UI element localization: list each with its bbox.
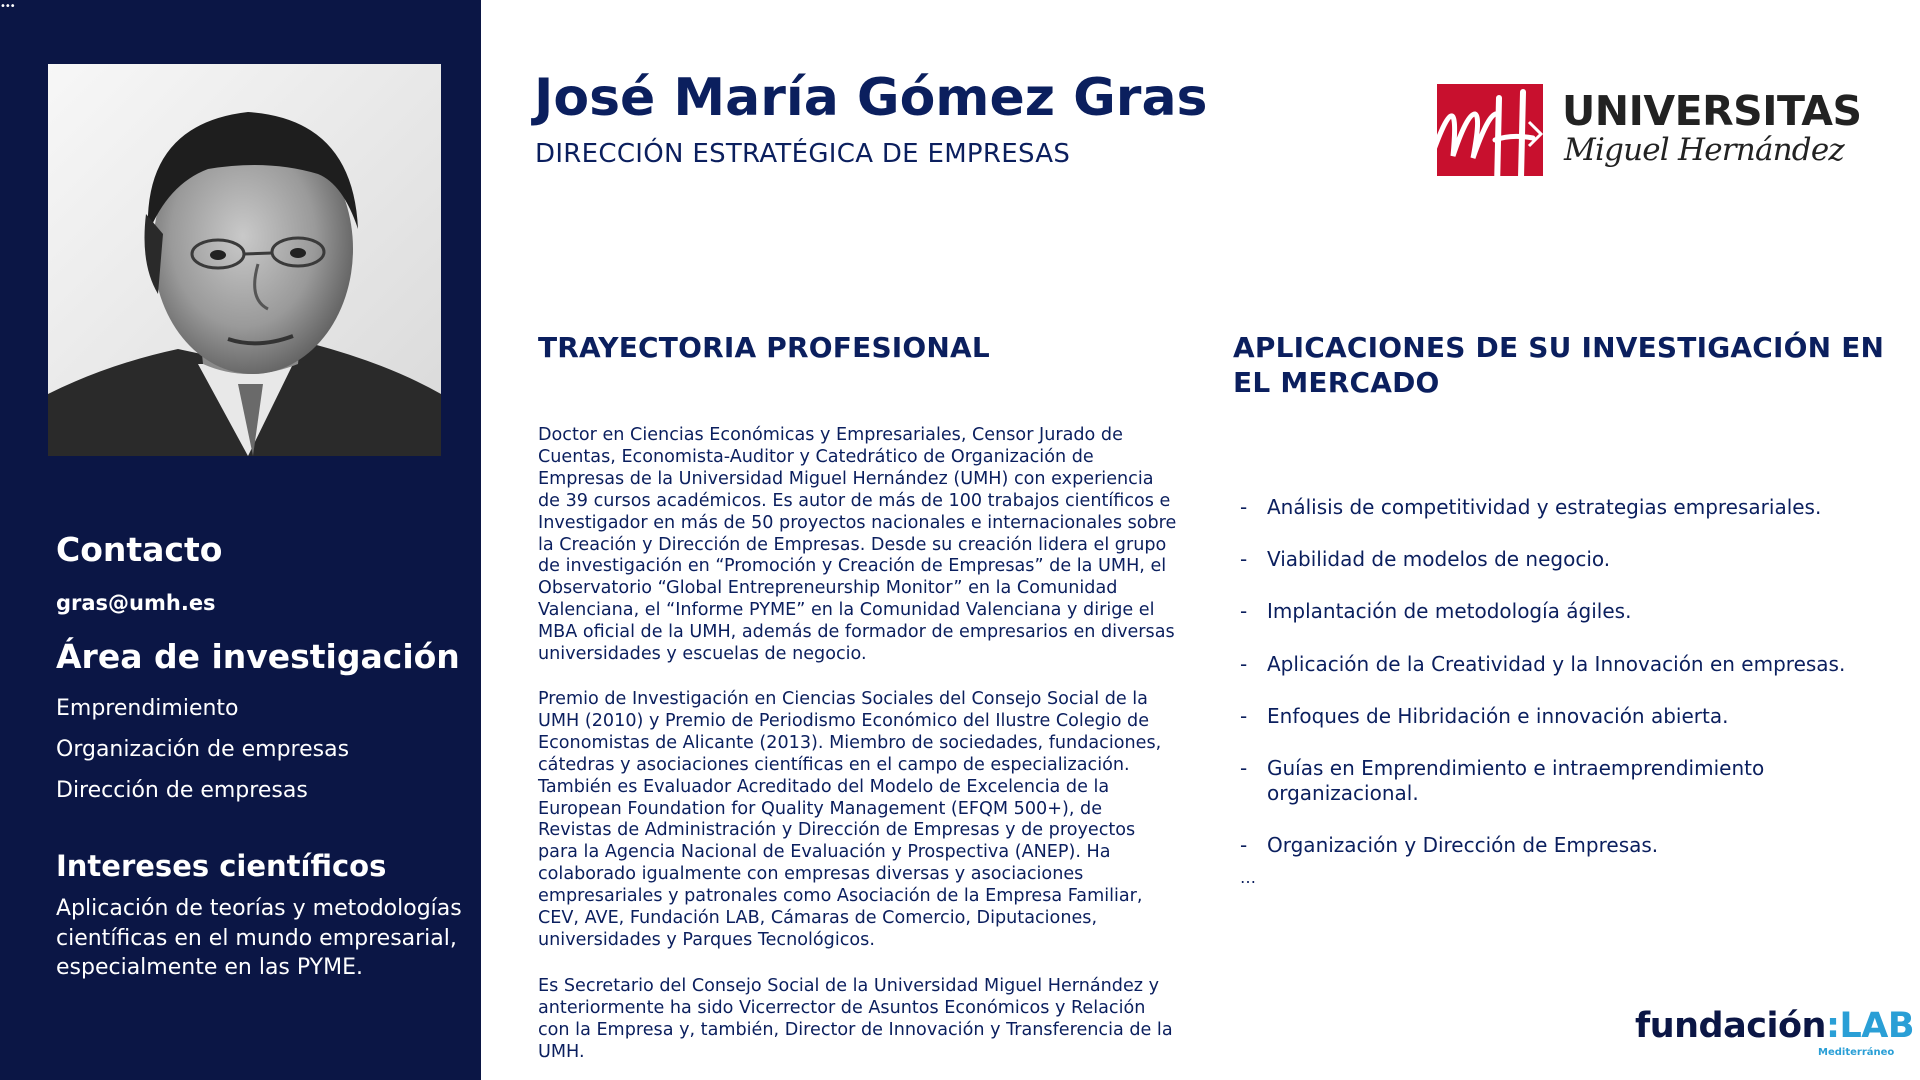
list-dash: - — [1240, 756, 1248, 780]
list-dash: - — [1240, 833, 1248, 857]
list-item-text: Análisis de competitividad y estrategias empresariales. — [1267, 495, 1822, 519]
window-decor: ••• — [0, 1, 15, 12]
list-item-text: Guías en Emprendimiento e intraemprendimiento organizacional. — [1267, 756, 1765, 805]
contact-title: Contacto — [56, 530, 223, 569]
career-section-title: TRAYECTORIA PROFESIONAL — [538, 331, 990, 364]
list-dash: - — [1240, 704, 1248, 728]
sidebar — [0, 0, 481, 1080]
profile-photo — [48, 64, 441, 456]
portrait-image — [48, 64, 441, 456]
interests-title: Intereses científicos — [56, 849, 387, 883]
mh-monogram-icon — [1437, 78, 1543, 186]
contact-email[interactable]: gras@umh.es — [56, 591, 216, 615]
person-name: José María Gómez Gras — [534, 68, 1208, 128]
research-item: Dirección de empresas — [56, 778, 308, 803]
fundacion-logo-word: fundación:LAB — [1635, 1006, 1915, 1046]
career-paragraph: Es Secretario del Consejo Social de la Universidad Miguel Hernández y anteriormente ha sido Vicerrector de Asuntos Económicos y Relación con la Empresa y, también, Director de Innovación y Transferencia de la UMH. — [538, 976, 1173, 1062]
umh-logo-mark — [1437, 84, 1543, 176]
list-dash: - — [1240, 652, 1248, 676]
list-item-text: Enfoques de Hibridación e innovación abierta. — [1267, 704, 1729, 728]
research-area-title: Área de investigación — [56, 637, 460, 676]
career-paragraph: Premio de Investigación en Ciencias Sociales del Consejo Social de la UMH (2010) y Premio de Periodismo Económico del Ilustre Colegio de Economistas de Alicante (2013). Miembro de sociedades, fundaciones, cátedras y asociaciones científicas en el campo de especialización. También es Evaluador Acreditado del Modelo de Excelencia de la European Foundation for Quality Management (EFQM 500+), de Revistas de Administración y Dirección de Empresas y de proyectos para la Agencia Nacional de Evaluación y Prospectiva (ANEP). Ha colaborado igualmente con empresas diversas y asociaciones empresariales y patronales como Asociación de la Empresa Familiar, CEV, AVE, Fundación LAB, Cámaras de Comercio, Diputaciones, universidades y Parques Tecnológicos. — [538, 689, 1162, 950]
list-item-text: Aplicación de la Creatividad y la Innovación en empresas. — [1267, 652, 1846, 676]
research-item: Emprendimiento — [56, 696, 239, 721]
list-item-text: Organización y Dirección de Empresas. — [1267, 833, 1659, 857]
lab-logo-word: LAB — [1839, 1006, 1915, 1046]
university-logo-subtitle: Miguel Hernández — [1564, 132, 1844, 168]
applications-section-title: APLICACIONES DE SU INVESTIGACIÓN EN EL MERCADO — [1233, 331, 1885, 399]
list-item-text: Viabilidad de modelos de negocio. — [1267, 547, 1611, 571]
career-paragraph: Doctor en Ciencias Económicas y Empresariales, Censor Jurado de Cuentas, Economista-Auditor y Catedrático de Organización de Empresas de la Universidad Miguel Hernández (UMH) con experiencia de 39 cursos académicos. Es autor de más de 100 trabajos científicos e Investigador en más de 50 proyectos nacionales e internacionales sobre la Creación y Dirección de Empresas. Desde su creación lidera el grupo de investigación en “Promoción y Creación de Empresas” de la UMH, el Observatorio “Global Entrepreneurship Monitor” en la Comunidad Valenciana, el “Informe PYME” en la Comunidad Valenciana y dirige el MBA oficial de la UMH, además de formador de empresarios en diversas universidades y escuelas de negocio. — [538, 425, 1177, 665]
list-dash: - — [1240, 599, 1248, 623]
university-logo — [1437, 78, 1862, 190]
fundacion-logo-subtitle: Mediterráneo — [1818, 1047, 1895, 1058]
list-ellipsis: … — [1240, 868, 1256, 887]
interests-text: Aplicación de teorías y metodologías científicas en el mundo empresarial, especialmente en las PYME. — [56, 896, 462, 980]
university-logo-word: UNIVERSITAS — [1562, 87, 1862, 135]
list-dash: - — [1240, 547, 1248, 571]
list-dash: - — [1240, 495, 1248, 519]
fundacion-lab-logo — [1635, 1005, 1915, 1065]
person-department: DIRECCIÓN ESTRATÉGICA DE EMPRESAS — [535, 139, 1071, 169]
list-item-text: Implantación de metodología ágiles. — [1267, 599, 1632, 623]
research-item: Organización de empresas — [56, 737, 350, 762]
colon-icon: : — [1825, 1006, 1840, 1046]
